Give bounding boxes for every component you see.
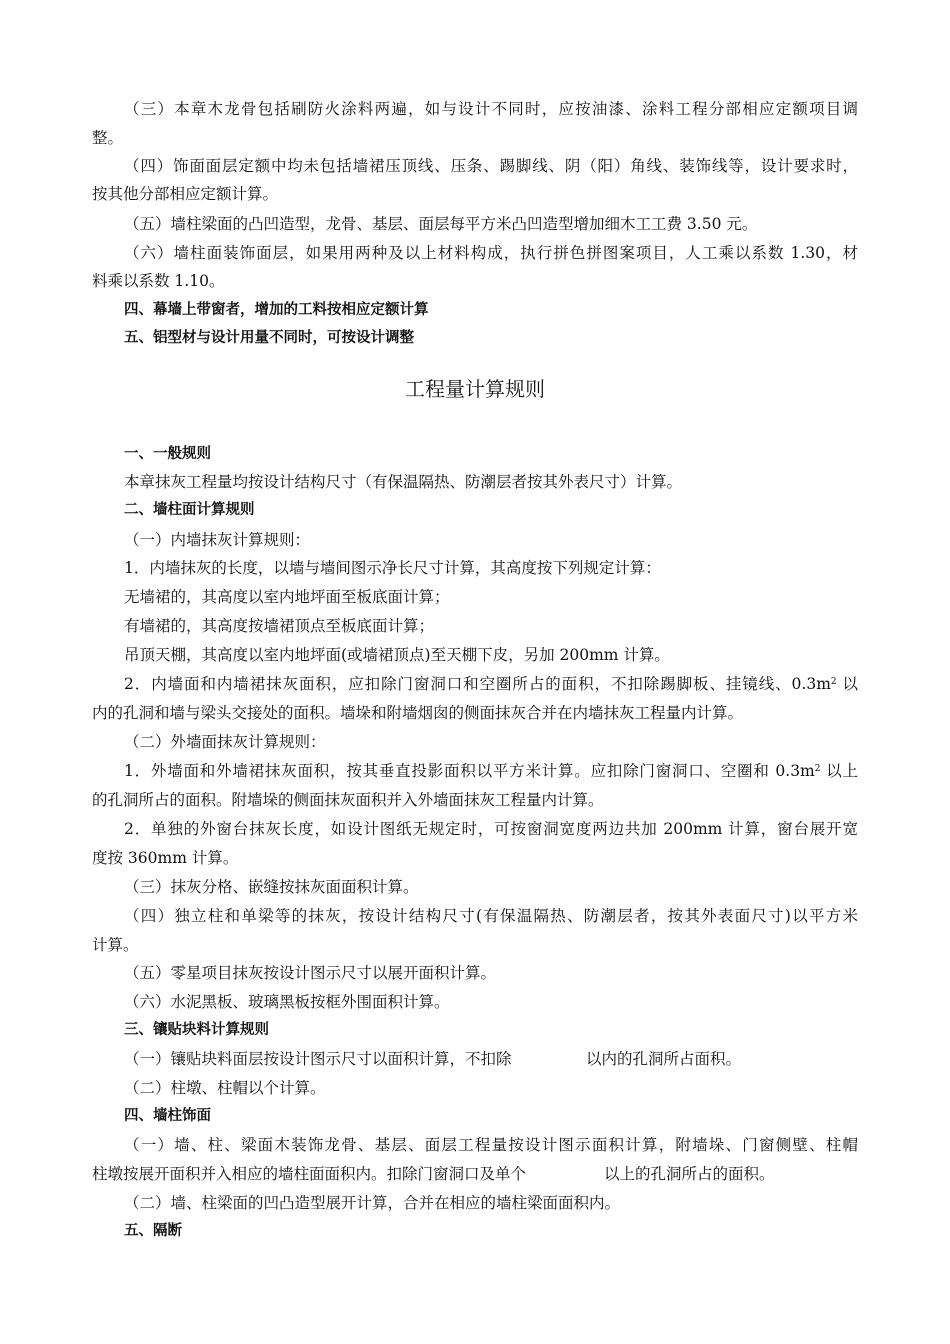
section-2-sub-1-item-2-line-1: 2．内墙面和内墙裙抹灰面积，应扣除门窗洞口和空圈所占的面积，不扣除踢脚板、挂镜线、$0.3m^2$ 以 xyxy=(124,675,858,693)
section-2-sub-3: （三）抹灰分格、嵌缝按抹灰面面积计算。 xyxy=(124,878,419,896)
paragraph-intro-3-line-2: 整。 xyxy=(92,129,124,147)
section-4-sub-2: （二）墙、柱梁面的凹凸造型展开计算，合并在相应的墙柱梁面面积内。 xyxy=(124,1194,621,1212)
section-2-sub-1-item-1-case-2: 有墙裙的，其高度按墙裙顶点至板底面计算； xyxy=(124,617,435,635)
paragraph-intro-4-line-2: 按其他分部相应定额计算。 xyxy=(92,185,279,203)
section-2-heading: 二、墙柱面计算规则 xyxy=(124,502,255,518)
section-5-heading: 五、隔断 xyxy=(124,1223,182,1239)
section-1-text: 本章抹灰工程量均按设计结构尺寸（有保温隔热、防潮层者按其外表尺寸）计算。 xyxy=(124,473,683,491)
section-2-sub-2-item-1-line-2: 的孔洞所占的面积。附墙垛的侧面抹灰面积并入外墙面抹灰工程量内计算。 xyxy=(92,791,604,809)
section-3-heading: 三、镶贴块料计算规则 xyxy=(124,1022,269,1038)
section-2-sub-4-line-1: （四）独立柱和单梁等的抹灰，按设计结构尺寸(有保温隔热、防潮层者，按其外表面尺寸)以平方米 xyxy=(124,907,858,925)
section-2-sub-2-item-2-line-2: 度按 360mm 计算。 xyxy=(92,849,239,867)
section-3-sub-1-part-1: （一）镶贴块料面层按设计图示尺寸以面积计算，不扣除 xyxy=(124,1050,512,1068)
section-1-heading: 一、一般规则 xyxy=(124,446,211,462)
page-title: 工程量计算规则 xyxy=(405,377,545,401)
section-2-sub-1-item-1-case-3: 吊顶天棚，其高度以室内地坪面(或墙裙顶点)至天棚下皮，另加 200mm 计算。 xyxy=(124,646,670,664)
section-2-sub-2-item-1-line-1: 1．外墙面和外墙裙抹灰面积，按其垂直投影面积以平方米计算。应扣除门窗洞口、空圈和 $0.3m^2$ 以上 xyxy=(124,762,858,780)
paragraph-intro-4-line-1: （四）饰面面层定额中均未包括墙裙压顶线、压条、踢脚线、阴（阳）角线、装饰线等，设计要求时， xyxy=(124,157,858,175)
section-2-sub-1-item-1-case-1: 无墙裙的，其高度以室内地坪面至板底面计算； xyxy=(124,588,450,606)
heading-intro-4: 四、幕墙上带窗者，增加的工料按相应定额计算 xyxy=(124,302,429,318)
section-3-sub-2: （二）柱墩、柱帽以个计算。 xyxy=(124,1079,326,1097)
section-3-sub-1-part-2: 以内的孔洞所占面积。 xyxy=(586,1050,742,1068)
paragraph-intro-3-line-1: （三）本章木龙骨包括刷防火涂料两遍，如与设计不同时，应按油漆、涂料工程分部相应定额项目调 xyxy=(124,100,858,118)
section-2-sub-2: （二）外墙面抹灰计算规则： xyxy=(124,733,326,751)
section-2-sub-1: （一）内墙抹灰计算规则： xyxy=(124,531,311,549)
section-2-sub-1-item-2-line-2: 内的孔洞和墙与梁头交接处的面积。墙垛和附墙烟囱的侧面抹灰合并在内墙抹灰工程量内计算。 xyxy=(92,704,744,722)
paragraph-intro-6-line-2: 料乘以系数 1.10。 xyxy=(92,272,225,290)
paragraph-intro-6-line-1: （六）墙柱面装饰面层，如果用两种及以上材料构成，执行拼色拼图案项目，人工乘以系数 1.30，材 xyxy=(124,244,858,262)
section-4-sub-1-line-2-part-2: 以上的孔洞所占的面积。 xyxy=(604,1165,775,1183)
section-2-sub-5: （五）零星项目抹灰按设计图示尺寸以展开面积计算。 xyxy=(124,964,497,982)
section-2-sub-2-item-2-line-1: 2．单独的外窗台抹灰长度，如设计图纸无规定时，可按窗洞宽度两边共加 200mm 计算，窗台展开宽 xyxy=(124,820,858,838)
section-2-sub-6: （六）水泥黑板、玻璃黑板按框外围面积计算。 xyxy=(124,993,450,1011)
section-4-sub-1-line-2-part-1: 柱墩按展开面积并入相应的墙柱面面积内。扣除门窗洞口及单个 xyxy=(92,1165,527,1183)
heading-intro-5: 五、铝型材与设计用量不同时，可按设计调整 xyxy=(124,330,414,346)
paragraph-intro-5: （五）墙柱梁面的凸凹造型，龙骨、基层、面层每平方米凸凹造型增加细木工工费 3.50 元。 xyxy=(124,215,758,233)
section-4-heading: 四、墙柱饰面 xyxy=(124,1108,211,1124)
section-2-sub-4-line-2: 计算。 xyxy=(92,936,139,954)
section-4-sub-1-line-1: （一）墙、柱、梁面木装饰龙骨、基层、面层工程量按设计图示面积计算，附墙垛、门窗侧壁、柱帽 xyxy=(124,1136,858,1154)
section-2-sub-1-item-1: 1．内墙抹灰的长度，以墙与墙间图示净长尺寸计算，其高度按下列规定计算： xyxy=(124,559,661,577)
